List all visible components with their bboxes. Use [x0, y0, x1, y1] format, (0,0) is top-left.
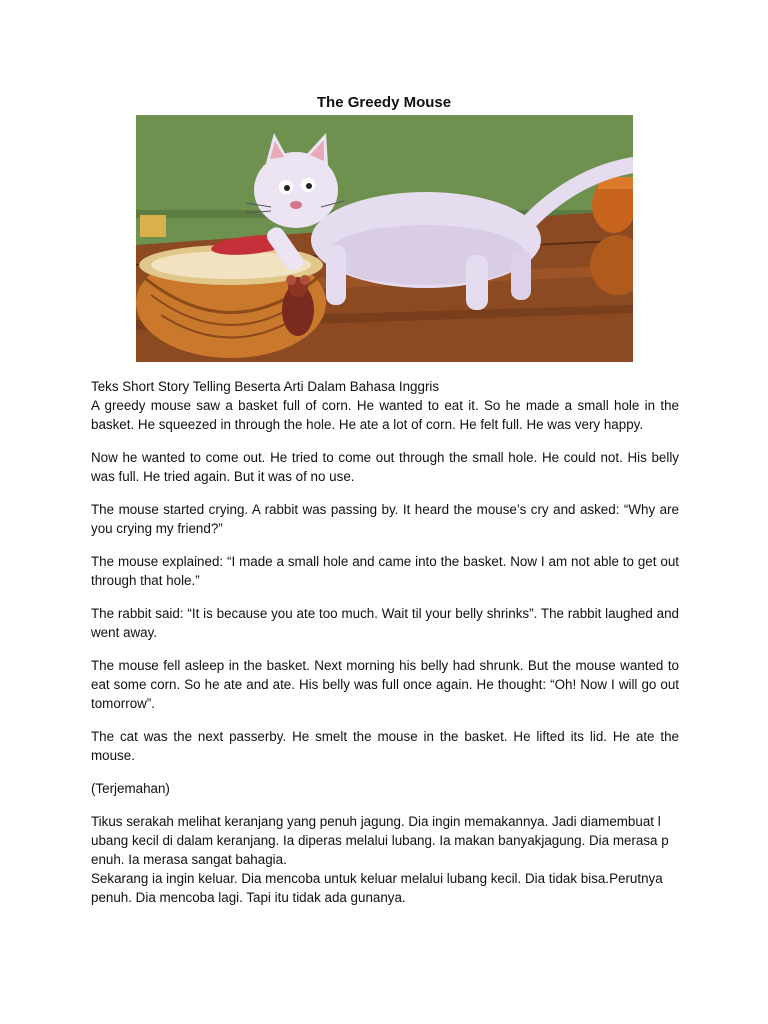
translation-line: Tikus serakah melihat keranjang yang penuh jagung. Dia ingin memakannya. Jadi diamembuat l: [91, 814, 661, 829]
story-paragraph: The cat was the next passerby. He smelt the mouse in the basket. He lifted its lid. He ate the mouse.: [91, 729, 679, 763]
translation-line: penuh. Dia mencoba lagi. Tapi itu tidak ada gunanya.: [91, 890, 406, 905]
translation-heading: (Terjemahan): [91, 781, 170, 796]
translation-text: [91, 812, 679, 907]
story-paragraph: A greedy mouse saw a basket full of corn. He wanted to eat it. So he made a small hole in the basket. He squeezed in through the hole. He ate a lot of corn. He felt full. He was very happy.: [91, 398, 679, 432]
story-subtitle: Teks Short Story Telling Beserta Arti Dalam Bahasa Inggris: [91, 379, 440, 394]
story-paragraph: Now he wanted to come out. He tried to come out through the small hole. He could not. His belly was full. He tried again. But it was of no use.: [91, 450, 679, 484]
story-body: [91, 377, 679, 907]
document-title: The Greedy Mouse: [316, 94, 452, 111]
story-illustration: [136, 115, 633, 362]
story-paragraph: The rabbit said: “It is because you ate too much. Wait til your belly shrinks”. The rabbit laughed and went away.: [91, 606, 679, 640]
story-paragraph: The mouse explained: “I made a small hole and came into the basket. Now I am not able to get out through that hole.”: [91, 554, 679, 588]
translation-line: enuh. Ia merasa sangat bahagia.: [91, 852, 287, 867]
story-paragraph: The mouse started crying. A rabbit was passing by. It heard the mouse’s cry and asked: “Why are you crying my friend?”: [91, 502, 679, 536]
translation-line: Sekarang ia ingin keluar. Dia mencoba untuk keluar melalui lubang kecil. Dia tidak bisa.Perutnya: [91, 871, 663, 886]
cat-and-mouse-illustration-icon: [136, 115, 633, 362]
translation-line: ubang kecil di dalam keranjang. Ia diperas melalui lubang. Ia makan banyakjagung. Dia merasa p: [91, 833, 669, 848]
story-paragraph: The mouse fell asleep in the basket. Next morning his belly had shrunk. But the mouse wanted to eat some corn. So he ate and ate. His belly was full once again. He thought: “Oh! Now I will go out tomorrow”.: [91, 658, 679, 711]
